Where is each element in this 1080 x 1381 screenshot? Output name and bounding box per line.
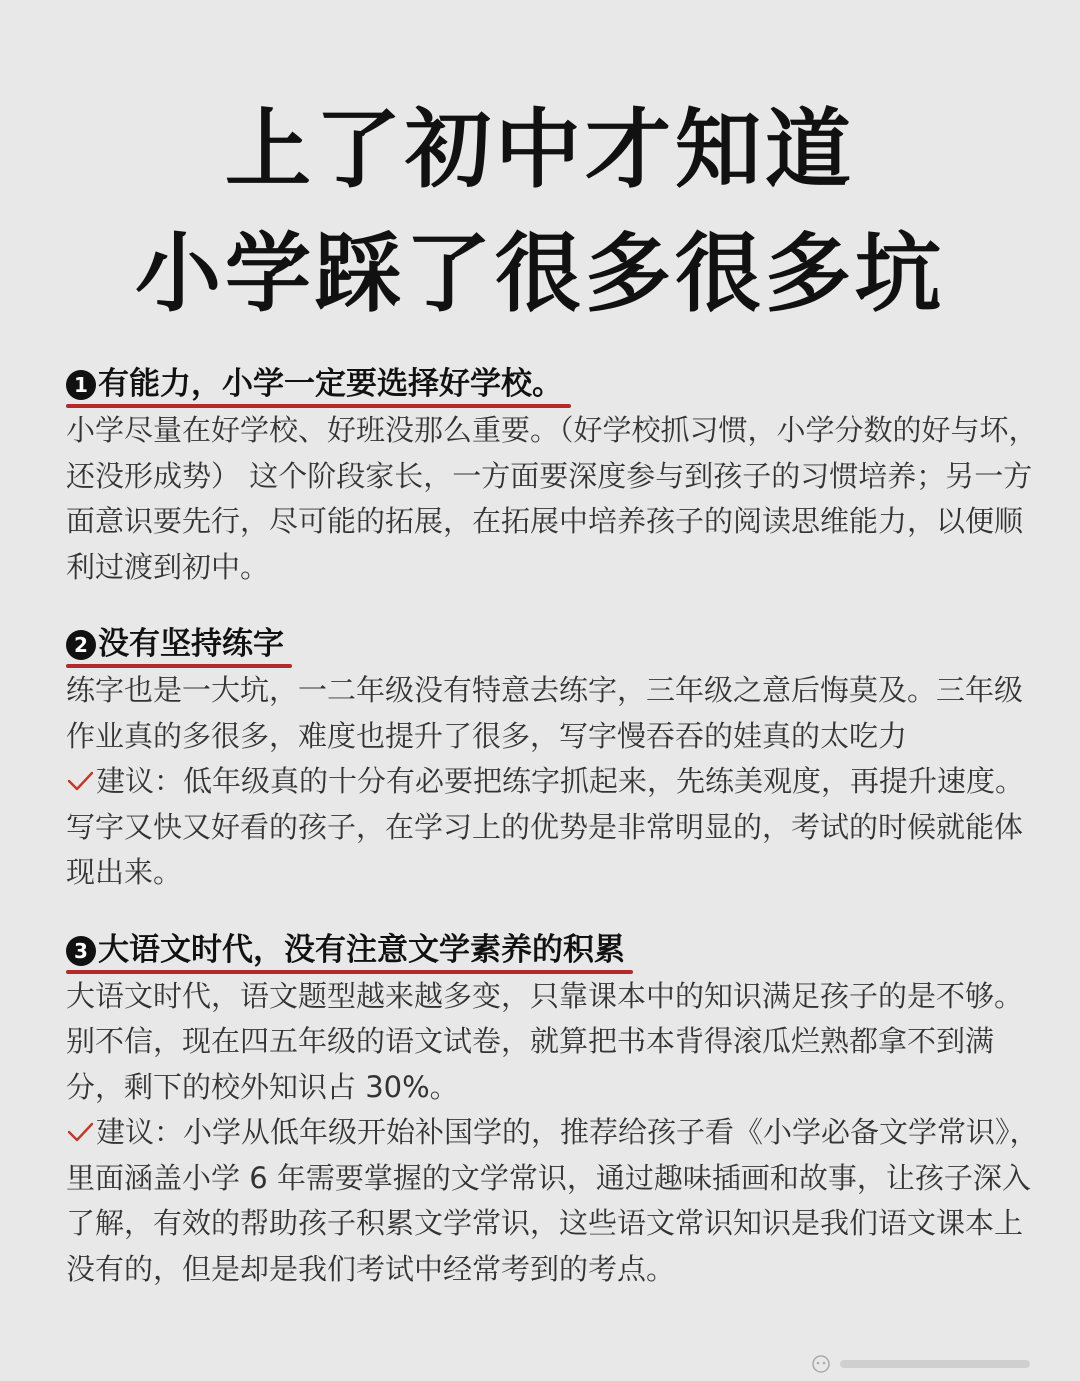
page-title	[0, 88, 1080, 336]
section-heading-text: 有能力，小学一定要选择好学校。	[98, 366, 563, 402]
title-line-1: 上了初中才知道	[225, 100, 855, 200]
section-number-badge: 3	[66, 936, 96, 966]
section-3	[66, 928, 1046, 1293]
section-number-badge: 2	[66, 630, 96, 660]
section-2	[66, 622, 1046, 896]
section-1	[66, 362, 1046, 590]
section-heading	[66, 622, 292, 666]
check-icon	[66, 1121, 94, 1143]
section-suggestion	[66, 759, 1046, 896]
section-heading-text: 没有坚持练字	[98, 626, 284, 662]
check-icon	[66, 770, 94, 792]
section-paragraph: 练字也是一大坑，一二年级没有特意去练字，三年级之意后悔莫及。三年级作业真的多很多，难度也提升了很多，写字慢吞吞的娃真的太吃力	[66, 673, 1024, 753]
article-body	[66, 362, 1046, 1324]
section-heading-text: 大语文时代，没有注意文学素养的积累	[98, 931, 625, 968]
suggestion-text: 建议：小学从低年级开始补国学的，推荐给孩子看《小学必备文学常识》，里面涵盖小学 6 年需要掌握的文学常识，通过趣味插画和故事，让孩子深入了解，有效的帮助孩子积累文学常识，这些语文常识知识是我们语文课本上没有的，但是却是我们考试中经常考到的考点。	[66, 1115, 1039, 1286]
suggestion-text: 建议：低年级真的十分有必要把练字抓起来，先练美观度，再提升速度。写字又快又好看的孩子，在学习上的优势是非常明显的，考试的时候就能体现出来。	[66, 764, 1025, 889]
section-paragraph: 小学尽量在好学校、好班没那么重要。（好学校抓习惯，小学分数的好与坏，还没形成势） 这个阶段家长，一方面要深度参与到孩子的习惯培养；另一方面意识要先行，尽可能的拓展，在拓展中培养孩子的阅读思维能力，以便顺利过渡到初中。	[66, 413, 1038, 584]
section-suggestion	[66, 1110, 1046, 1292]
section-number-badge: 1	[66, 370, 96, 400]
section-paragraph: 大语文时代，语文题型越来越多变，只靠课本中的知识满足孩子的是不够。别不信，现在四五年级的语文试卷，就算把书本背得滚瓜烂熟都拿不到满分，剩下的校外知识占 30%。	[66, 978, 1024, 1104]
section-heading	[66, 928, 633, 972]
title-line-2: 小学踩了很多很多坑	[135, 224, 945, 324]
watermark-logo	[810, 1353, 1040, 1375]
section-heading	[66, 362, 571, 406]
